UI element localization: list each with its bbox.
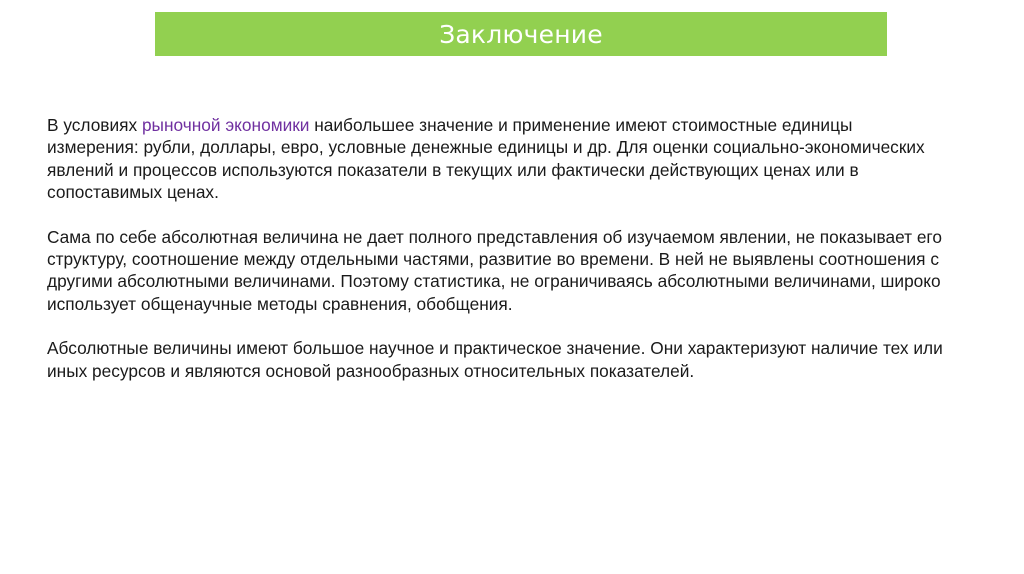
paragraph-1: [47, 114, 947, 204]
slide-body: [47, 114, 947, 404]
paragraph-1-intro: В условиях: [47, 115, 142, 135]
paragraph-1-rest: наибольшее значение и применение имеют стоимостные единицы измерения: рубли, доллары, евро, условные денежные единицы и др. Для оценки социально-экономических явлений и процессов используются показатели в текущих или фактически действующих ценах или в сопоставимых ценах.: [47, 115, 925, 203]
paragraph-3: Абсолютные величины имеют большое научное и практическое значение. Они характеризуют наличие тех или иных ресурсов и являются основой разнообразных относительных показателей.: [47, 338, 943, 381]
slide-title: Заключение: [439, 19, 603, 49]
highlighted-term: рыночной экономики: [141, 115, 310, 135]
title-bar: [155, 12, 887, 56]
paragraph-2: Сама по себе абсолютная величина не дает полного представления об изучаемом явлении, не показывает его структуру, соотношение между отдельными частями, развитие во времени. В ней не выявлены соотношения с другими абсолютными величинами. Поэтому статистика, не ограничиваясь абсолютными величинами, широко использует общенаучные методы сравнения, обобщения.: [47, 226, 942, 314]
